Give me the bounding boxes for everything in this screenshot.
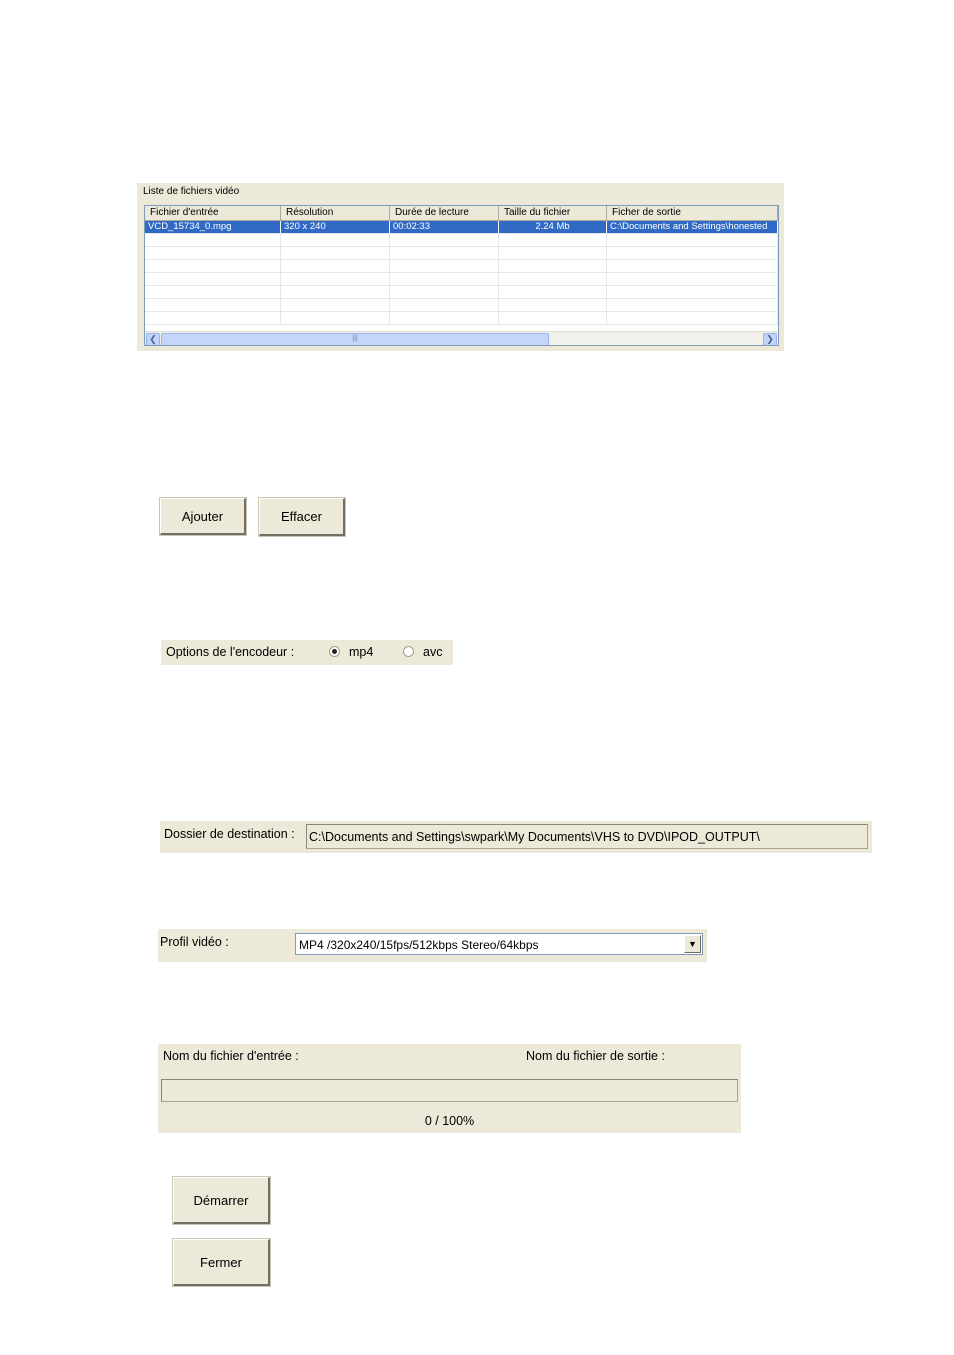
table-row-empty[interactable]	[145, 312, 778, 325]
profile-label: Profil vidéo :	[160, 935, 229, 949]
cell-resolution: 320 x 240	[281, 221, 390, 233]
table-cell-empty	[499, 247, 607, 259]
table-cell-empty	[390, 234, 499, 246]
table-cell-empty	[499, 299, 607, 311]
add-button[interactable]: Ajouter	[160, 498, 246, 535]
table-cell-empty	[499, 273, 607, 285]
table-cell-empty	[607, 260, 778, 272]
table-cell-empty	[607, 273, 778, 285]
column-header-size[interactable]: Taille du fichier	[499, 206, 607, 221]
radio-mp4-label[interactable]: mp4	[349, 645, 374, 659]
cell-output: C:\Documents and Settings\honested	[607, 221, 778, 233]
profile-selected-value: MP4 /320x240/15fps/512kbps Stereo/64kbps	[299, 938, 539, 952]
table-cell-empty	[145, 312, 281, 324]
table-cell-empty	[607, 247, 778, 259]
table-row-empty[interactable]	[145, 273, 778, 286]
encoder-label: Options de l'encodeur :	[166, 645, 295, 659]
scroll-left-icon[interactable]: ❮	[146, 333, 160, 346]
destination-field[interactable]: C:\Documents and Settings\swpark\My Documents\VHS to DVD\IPOD_OUTPUT\	[306, 824, 868, 849]
table-row-empty[interactable]	[145, 299, 778, 312]
column-header-input[interactable]: Fichier d'entrée	[145, 206, 281, 221]
table-cell-empty	[607, 299, 778, 311]
column-header-duration[interactable]: Durée de lecture	[390, 206, 499, 221]
erase-button[interactable]: Effacer	[259, 498, 345, 536]
destination-label: Dossier de destination :	[164, 827, 295, 841]
profile-select[interactable]	[295, 933, 703, 955]
table-cell-empty	[390, 273, 499, 285]
table-cell-empty	[499, 286, 607, 298]
table-cell-empty	[281, 312, 390, 324]
radio-avc-label[interactable]: avc	[423, 645, 443, 659]
video-list[interactable]	[144, 205, 779, 346]
table-cell-empty	[390, 260, 499, 272]
progress-text: 0 / 100%	[424, 1114, 475, 1128]
table-cell-empty	[281, 260, 390, 272]
table-cell-empty	[281, 247, 390, 259]
video-list-caption: Liste de fichiers vidéo	[143, 186, 240, 197]
table-row-empty[interactable]	[145, 260, 778, 273]
start-button[interactable]: Démarrer	[173, 1177, 270, 1224]
radio-avc[interactable]	[403, 646, 414, 657]
close-button[interactable]: Fermer	[173, 1239, 270, 1286]
video-list-rows	[145, 221, 778, 325]
table-cell-empty	[499, 312, 607, 324]
cell-size: 2.24 Mb	[499, 221, 607, 233]
progress-bar	[161, 1079, 738, 1102]
encoder-options	[161, 640, 453, 665]
cell-input: VCD_15734_0.mpg	[145, 221, 281, 233]
chevron-down-icon[interactable]: ▼	[684, 935, 701, 953]
table-cell-empty	[145, 234, 281, 246]
table-cell-empty	[390, 286, 499, 298]
table-row-empty[interactable]	[145, 286, 778, 299]
table-cell-empty	[145, 260, 281, 272]
cell-duration: 00:02:33	[390, 221, 499, 233]
table-cell-empty	[145, 299, 281, 311]
table-cell-empty	[499, 260, 607, 272]
table-cell-empty	[607, 234, 778, 246]
table-cell-empty	[281, 299, 390, 311]
scrollbar-thumb[interactable]: |||	[161, 333, 549, 346]
column-header-output[interactable]: Ficher de sortie	[607, 206, 778, 221]
table-cell-empty	[607, 312, 778, 324]
video-list-header	[145, 206, 778, 221]
table-cell-empty	[607, 286, 778, 298]
destination-panel	[160, 821, 872, 853]
table-cell-empty	[390, 247, 499, 259]
table-row[interactable]	[145, 221, 778, 234]
profile-panel	[158, 929, 707, 962]
progress-panel	[158, 1044, 741, 1133]
table-row-empty[interactable]	[145, 247, 778, 260]
table-cell-empty	[145, 247, 281, 259]
scroll-right-icon[interactable]: ❯	[763, 333, 777, 346]
table-cell-empty	[281, 286, 390, 298]
input-filename-label: Nom du fichier d'entrée :	[163, 1049, 299, 1063]
video-list-panel	[137, 183, 784, 351]
table-cell-empty	[145, 273, 281, 285]
horizontal-scrollbar[interactable]	[145, 331, 778, 345]
table-cell-empty	[281, 273, 390, 285]
radio-mp4[interactable]	[329, 646, 340, 657]
output-filename-label: Nom du fichier de sortie :	[526, 1049, 665, 1063]
column-header-resolution[interactable]: Résolution	[281, 206, 390, 221]
table-cell-empty	[390, 299, 499, 311]
table-cell-empty	[281, 234, 390, 246]
table-cell-empty	[145, 286, 281, 298]
table-cell-empty	[390, 312, 499, 324]
table-row-empty[interactable]	[145, 234, 778, 247]
table-cell-empty	[499, 234, 607, 246]
